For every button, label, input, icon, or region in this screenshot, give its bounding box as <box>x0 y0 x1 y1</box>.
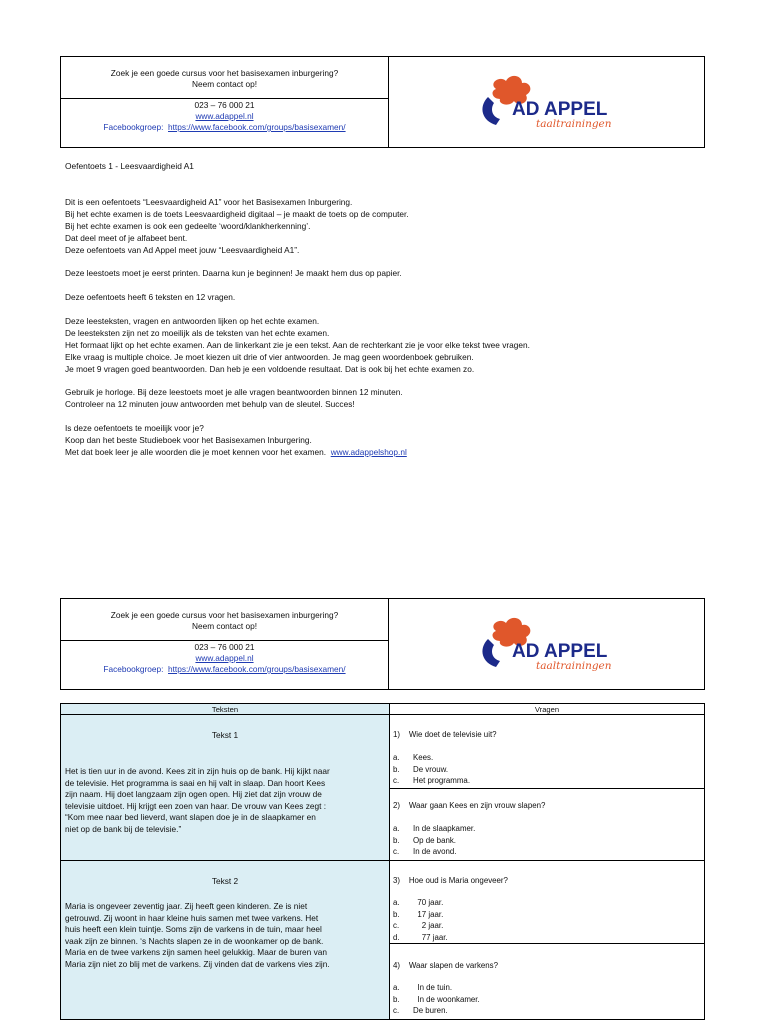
answer-option[interactable]: c. In de avond. <box>393 847 457 857</box>
facebook-label: Facebookgroep: <box>103 122 164 132</box>
contact-details <box>61 641 388 675</box>
logo-wordmark: AD APPEL <box>512 99 608 120</box>
intro-line: Bij het echte examen is ook een gedeelte ‘woord/klankherkenning’. <box>65 220 311 231</box>
text-line: “Kom mee naar bed lieverd, want slapen doe je in de slaapkamer en <box>65 812 316 823</box>
contact-question-line: Zoek je een goede cursus voor het basisexamen inburgering? <box>110 610 339 620</box>
text-line: vaak zijn ze binnen. ‘s Nachts slapen ze in de woonkamer op de bank. <box>65 935 324 946</box>
text-body <box>65 766 385 836</box>
text-line: de televisie. Het programma is saai en hij valt in slaap. Dan hoort Kees <box>65 777 326 788</box>
logo-wordmark: AD APPEL <box>512 641 608 662</box>
intro-line: Deze leestoets moet je eerst printen. Daarna kun je beginnen! Je maakt hem dus op papier. <box>65 268 402 279</box>
question-text: Waar gaan Kees en zijn vrouw slapen? <box>408 801 546 810</box>
answer-option[interactable]: a. 70 jaar. <box>393 898 444 907</box>
intro-line: Gebruik je horloge. Bij deze leestoets moet je alle vragen beantwoorden binnen 12 minuten. <box>65 387 403 398</box>
website-link[interactable]: www.adappel.nl <box>195 653 254 663</box>
answer-option[interactable]: c. 2 jaar. <box>393 921 444 931</box>
contact-question <box>61 599 388 641</box>
facebook-link[interactable]: https://www.facebook.com/groups/basisexamen/ <box>168 664 346 674</box>
text-line: Maria zijn niet zo blij met de varkens. Zij vinden dat de varkens vies zijn. <box>65 958 330 969</box>
contact-cta: Neem contact op! <box>191 621 258 631</box>
intro-line: Controleer na 12 minuten jouw antwoorden met behulp van de sleutel. Succes! <box>65 399 355 410</box>
intro-line: Elke vraag is multiple choice. Je moet kiezen uit drie of vier antwoorden. Je mag geen woordenboek gebruiken. <box>65 351 474 362</box>
intro-line: Deze oefentoets van Ad Appel meet jouw “Leesvaardigheid A1”. <box>65 244 300 255</box>
question-number: 2) <box>393 801 401 810</box>
intro-line: Deze leesteksten, vragen en antwoorden lijken op het echte examen. <box>65 316 320 327</box>
intro-line: Dat deel meet of je alfabeet bent. <box>65 232 188 243</box>
page-title: Oefentoets 1 - Leesvaardigheid A1 <box>65 161 194 171</box>
text-cell-2 <box>61 861 390 1019</box>
column-header-texts: Teksten <box>61 704 390 715</box>
contact-details <box>61 99 388 133</box>
answer-option[interactable]: a. In de slaapkamer. <box>393 824 476 833</box>
question-number: 3) <box>393 876 401 885</box>
contact-question <box>61 57 388 99</box>
text-line: getrouwd. Zij woont in haar kleine huis samen met twee varkens. Het <box>65 912 319 923</box>
answer-option[interactable]: c. De buren. <box>393 1006 448 1016</box>
text-line: Het is tien uur in de avond. Kees zit in zijn huis op de bank. Hij kijkt naar <box>65 766 330 776</box>
answer-options <box>393 897 448 944</box>
swoosh-icon <box>482 97 500 125</box>
column-header-questions: Vragen <box>390 704 704 715</box>
question-number: 4) <box>393 961 401 970</box>
contact-info <box>61 57 389 147</box>
question-3 <box>390 861 704 943</box>
facebook-label: Facebookgroep: <box>103 664 164 674</box>
exercise-table <box>60 703 705 1020</box>
question-text: Hoe oud is Maria ongeveer? <box>408 876 508 885</box>
question-text: Wie doet de televisie uit? <box>408 730 497 739</box>
intro-line: Koop dan het beste Studieboek voor het Basisexamen Inburgering. <box>65 435 312 446</box>
contact-header-box <box>60 56 705 148</box>
intro-line: Is deze oefentoets te moeilijk voor je? <box>65 423 204 434</box>
contact-header-box <box>60 598 705 690</box>
answer-options <box>393 752 470 787</box>
answer-options <box>393 982 480 1017</box>
intro-paragraph-6 <box>65 423 685 459</box>
intro-text <box>65 197 685 471</box>
intro-paragraph-1 <box>65 197 685 257</box>
text-line: Maria is ongeveer zeventig jaar. Zij heeft geen kinderen. Ze is niet <box>65 901 308 911</box>
question-4 <box>390 944 704 1019</box>
swoosh-icon <box>482 639 500 667</box>
text-line: Maria en de twee varkens zijn samen heel gelukkig. Maar de buren van <box>65 947 327 958</box>
question-number: 1) <box>393 730 401 739</box>
text-line: huis heeft een klein tuintje. Soms zijn de varkens in de tuin, maar heel <box>65 924 322 935</box>
text-title: Tekst 2 <box>211 876 239 886</box>
intro-line: De leesteksten zijn net zo moeilijk als de teksten van het echte examen. <box>65 327 330 338</box>
answer-option[interactable]: b. Op de bank. <box>393 835 456 845</box>
text-line: niet op de bank bij de televisie.” <box>65 823 182 834</box>
website-link[interactable]: www.adappel.nl <box>195 111 254 121</box>
phone-number: 023 – 76 000 21 <box>194 100 255 110</box>
answer-option[interactable]: a. In de tuin. <box>393 983 453 992</box>
answer-option[interactable]: c. Het programma. <box>393 776 471 786</box>
text-line: televisie uitdoet. Hij krijgt een zoen van haar. De vrouw van Kees zegt : <box>65 800 327 811</box>
answer-option[interactable]: d. 77 jaar. <box>393 933 448 943</box>
answer-option[interactable]: b. In de woonkamer. <box>393 994 480 1004</box>
text-body <box>65 901 385 971</box>
contact-question-line: Zoek je een goede cursus voor het basisexamen inburgering? <box>110 68 339 78</box>
intro-line: Het formaat lijkt op het echte examen. Aan de linkerkant zie je een tekst. Aan de rechterkant zie je voor elke tekst twee vragen. <box>65 339 530 350</box>
phone-number: 023 – 76 000 21 <box>194 642 255 652</box>
intro-line: Bij het echte examen is de toets Leesvaardigheid digitaal – je maakt de toets op de computer. <box>65 208 409 219</box>
intro-paragraph-4 <box>65 316 685 376</box>
ad-appel-logo <box>466 69 626 135</box>
intro-paragraph-5 <box>65 387 685 411</box>
text-cell-1 <box>61 715 390 860</box>
intro-paragraph-3 <box>65 292 685 304</box>
facebook-link[interactable]: https://www.facebook.com/groups/basisexamen/ <box>168 122 346 132</box>
intro-paragraph-2 <box>65 268 685 280</box>
answer-option[interactable]: a. Kees. <box>393 753 434 762</box>
logo-tagline: taaltrainingen <box>536 660 612 672</box>
text-title: Tekst 1 <box>211 730 239 740</box>
ad-appel-logo <box>466 611 626 677</box>
question-text: Waar slapen de varkens? <box>408 961 498 970</box>
logo-tagline: taaltrainingen <box>536 118 612 130</box>
contact-cta: Neem contact op! <box>191 79 258 89</box>
contact-info <box>61 599 389 689</box>
answer-option[interactable]: b. 17 jaar. <box>393 909 444 919</box>
question-1 <box>390 715 704 788</box>
intro-line: Met dat boek leer je alle woorden die je moet kennen voor het examen. <box>65 446 327 457</box>
intro-line: Je moet 9 vragen goed beantwoorden. Dan heb je een voldoende resultaat. Dat is ook bij het echte examen zo. <box>65 363 475 374</box>
answer-options <box>393 823 475 858</box>
text-line: zijn naam. Hij doet langzaam zijn ogen open. Hij ziet dat zijn vrouw de <box>65 789 322 800</box>
question-2 <box>390 789 704 860</box>
intro-line: Dit is een oefentoets “Leesvaardigheid A1” voor het Basisexamen Inburgering. <box>65 197 353 207</box>
intro-line: Deze oefentoets heeft 6 teksten en 12 vragen. <box>65 292 236 303</box>
shop-link[interactable]: www.adappelshop.nl <box>330 446 407 457</box>
answer-option[interactable]: b. De vrouw. <box>393 764 449 774</box>
